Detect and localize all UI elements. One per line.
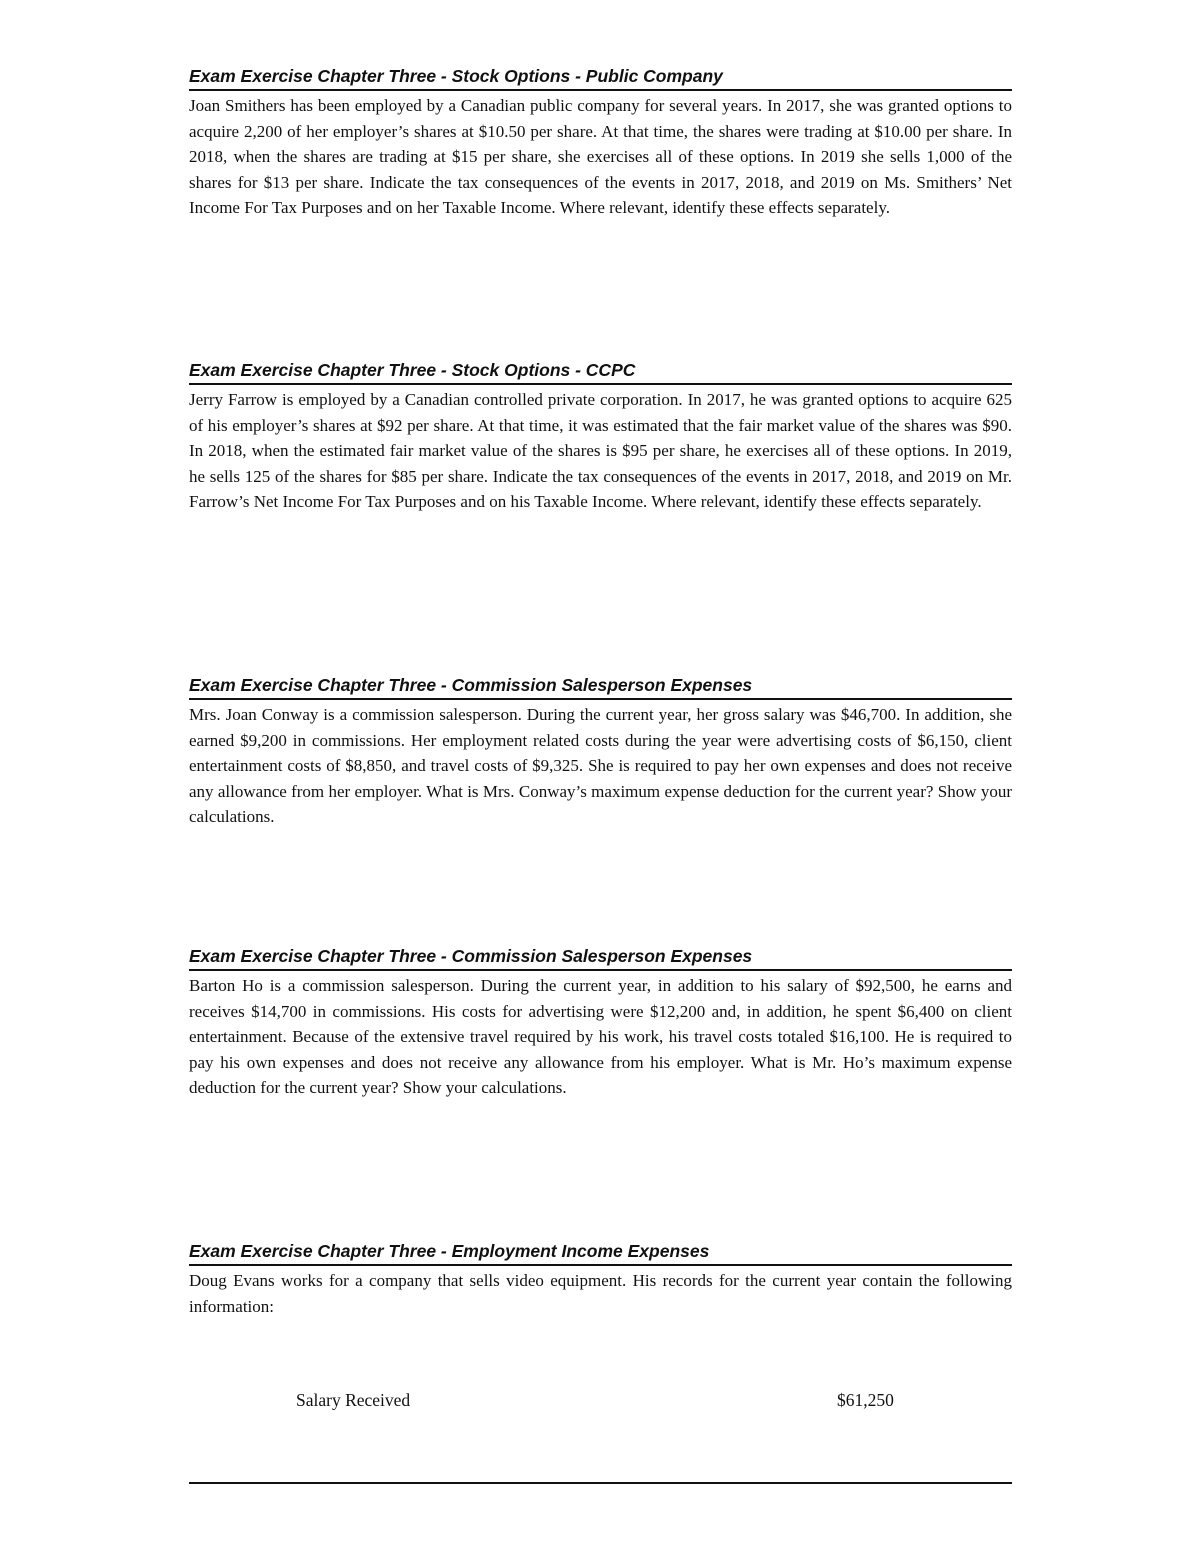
exercise-text: Joan Smithers has been employed by a Canadian public company for several years. In 2017, she was granted options to acquire 2,200 of her employer’s shares at $10.50 per share. At that time, the shares were trading at $10.00 per share. In 2018, when the shares are trading at $15 per share, she exercises all of these options. In 2019 she sells 1,000 of the shares for $13 per share. Indicate the tax consequences of the events in 2017, 2018, and 2019 on Ms. Smithers’ Net Income For Tax Purposes and on her Taxable Income. Where relevant, identify these effects separately.	[189, 96, 1012, 217]
exercise-public-company	[189, 65, 1012, 221]
exercise-text: Jerry Farrow is employed by a Canadian controlled private corporation. In 2017, he was granted options to acquire 625 of his employer’s shares at $92 per share. At that time, it was estimated that the fair market value of the shares was $90. In 2018, when the estimated fair market value of the shares is $95 per share, he exercises all of these options. In 2019, he sells 125 of the shares for $85 per share. Indicate the tax consequences of the events in 2017, 2018, and 2019 on Mr. Farrow’s Net Income For Tax Purposes and on his Taxable Income. Where relevant, identify these effects separately.	[189, 390, 1012, 511]
row-label: Salary Received	[296, 1390, 411, 1410]
row-value: $61,250	[837, 1390, 894, 1410]
exercise-commission-ho	[189, 945, 1012, 1101]
exercise-commission-conway	[189, 674, 1012, 830]
exercise-ccpc	[189, 359, 1012, 515]
exercise-heading: Exam Exercise Chapter Three - Stock Options - CCPC	[189, 359, 1012, 385]
exercise-heading: Exam Exercise Chapter Three - Commission Salesperson Expenses	[189, 674, 1012, 700]
divider	[189, 1482, 1012, 1484]
exercise-heading: Exam Exercise Chapter Three - Stock Options - Public Company	[189, 65, 1012, 91]
exercise-heading: Exam Exercise Chapter Three - Employment Income Expenses	[189, 1240, 1012, 1266]
exercise-heading: Exam Exercise Chapter Three - Commission Salesperson Expenses	[189, 945, 1012, 971]
exercise-text: Barton Ho is a commission salesperson. During the current year, in addition to his salary of $92,500, he earns and receives $14,700 in commissions. His costs for advertising were $12,200 and, in addition, he spent $6,400 on client entertainment. Because of the extensive travel required by his work, his travel costs totaled $16,100. He is required to pay his own expenses and does not receive any allowance from his employer. What is Mr. Ho’s maximum expense deduction for the current year? Show your calculations.	[189, 976, 1012, 1097]
exercise-text: Mrs. Joan Conway is a commission salesperson. During the current year, her gross salary was $46,700. In addition, she earned $9,200 in commissions. Her employment related costs during the year were advertising costs of $6,150, client entertainment costs of $8,850, and travel costs of $9,325. She is required to pay her own expenses and does not receive any allowance from her employer. What is Mrs. Conway’s maximum expense deduction for the current year? Show your calculations.	[189, 705, 1012, 826]
exercise-employment-expenses	[189, 1240, 1012, 1319]
exercise-text: Doug Evans works for a company that sells video equipment. His records for the current year contain the following information:	[189, 1271, 1012, 1316]
